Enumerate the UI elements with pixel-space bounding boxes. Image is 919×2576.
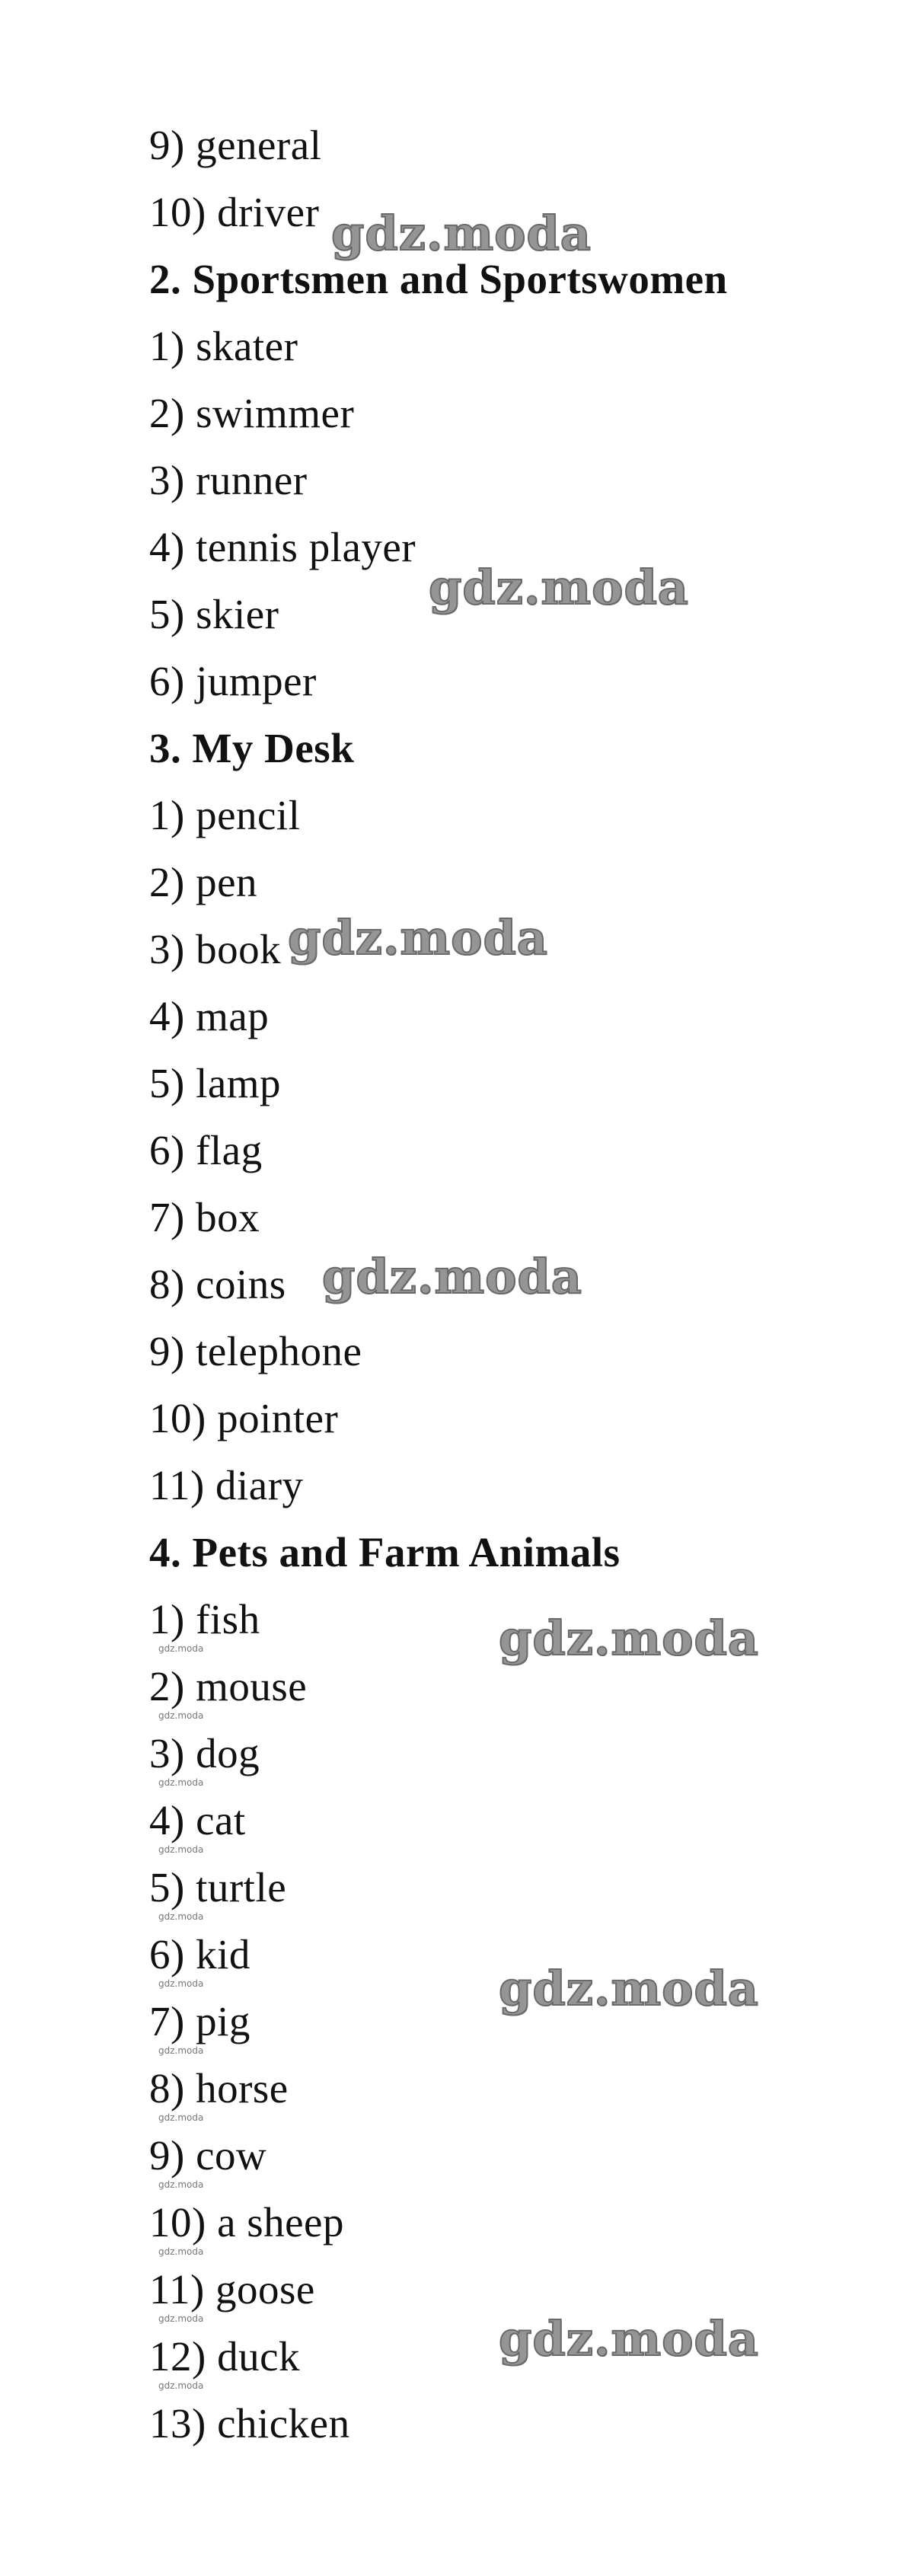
watermark: gdz.moda	[499, 1610, 759, 1666]
watermark: gdz.moda	[288, 910, 548, 966]
list-item: 1) skater	[149, 323, 298, 369]
watermark-small: gdz.moda	[158, 1978, 204, 1989]
list-item: 1) pencil	[149, 792, 301, 838]
watermark-small: gdz.moda	[158, 1710, 204, 1721]
list-item: 13) chicken	[149, 2400, 350, 2447]
watermark-small: gdz.moda	[158, 1643, 204, 1654]
list-item: 5) lamp	[149, 1060, 282, 1106]
watermark-small: gdz.moda	[158, 2179, 204, 2190]
watermark: gdz.moda	[331, 206, 592, 261]
list-item: 7) pig	[149, 1998, 250, 2045]
list-item: 11) diary	[149, 1462, 304, 1508]
list-item: 1) fish	[149, 1596, 260, 1642]
list-item: 3) dog	[149, 1730, 260, 1776]
watermark-small: gdz.moda	[158, 2313, 204, 2324]
list-item: 10) pointer	[149, 1395, 339, 1441]
watermark-small: gdz.moda	[158, 2380, 204, 2391]
watermark: gdz.moda	[429, 560, 689, 615]
list-item: 6) flag	[149, 1127, 263, 1173]
watermark: gdz.moda	[499, 2311, 759, 2367]
list-item: 3) runner	[149, 457, 308, 503]
list-item: 4) cat	[149, 1797, 246, 1843]
watermark-small: gdz.moda	[158, 2246, 204, 2257]
list-item: 4) map	[149, 993, 270, 1039]
list-item: 5) skier	[149, 591, 279, 637]
list-item: 2) mouse	[149, 1663, 308, 1709]
watermark: gdz.moda	[322, 1249, 582, 1304]
list-item: 9) general	[149, 122, 322, 168]
list-item: 10) a sheep	[149, 2199, 344, 2246]
watermark-small: gdz.moda	[158, 1777, 204, 1788]
list-item: 8) horse	[149, 2065, 289, 2112]
watermark: gdz.moda	[499, 1961, 759, 2016]
section-heading: 2. Sportsmen and Sportswomen	[149, 256, 728, 302]
watermark-small: gdz.moda	[158, 1911, 204, 1922]
list-item: 3) book	[149, 926, 282, 972]
section-heading: 3. My Desk	[149, 725, 355, 771]
list-item: 8) coins	[149, 1261, 286, 1307]
watermark-small: gdz.moda	[158, 2112, 204, 2123]
list-item: 11) goose	[149, 2266, 315, 2313]
list-item: 9) telephone	[149, 1328, 362, 1374]
list-item: 10) driver	[149, 189, 320, 235]
watermark-small: gdz.moda	[158, 2045, 204, 2056]
list-item: 6) jumper	[149, 658, 317, 704]
watermark-small: gdz.moda	[158, 1844, 204, 1855]
list-item: 2) swimmer	[149, 390, 355, 436]
list-item: 9) cow	[149, 2132, 267, 2179]
list-item: 12) duck	[149, 2333, 300, 2380]
list-item: 4) tennis player	[149, 524, 416, 570]
list-item: 2) pen	[149, 859, 257, 905]
list-item: 6) kid	[149, 1931, 250, 1977]
list-item: 7) box	[149, 1194, 260, 1240]
section-heading: 4. Pets and Farm Animals	[149, 1529, 621, 1575]
list-item: 5) turtle	[149, 1864, 287, 1910]
